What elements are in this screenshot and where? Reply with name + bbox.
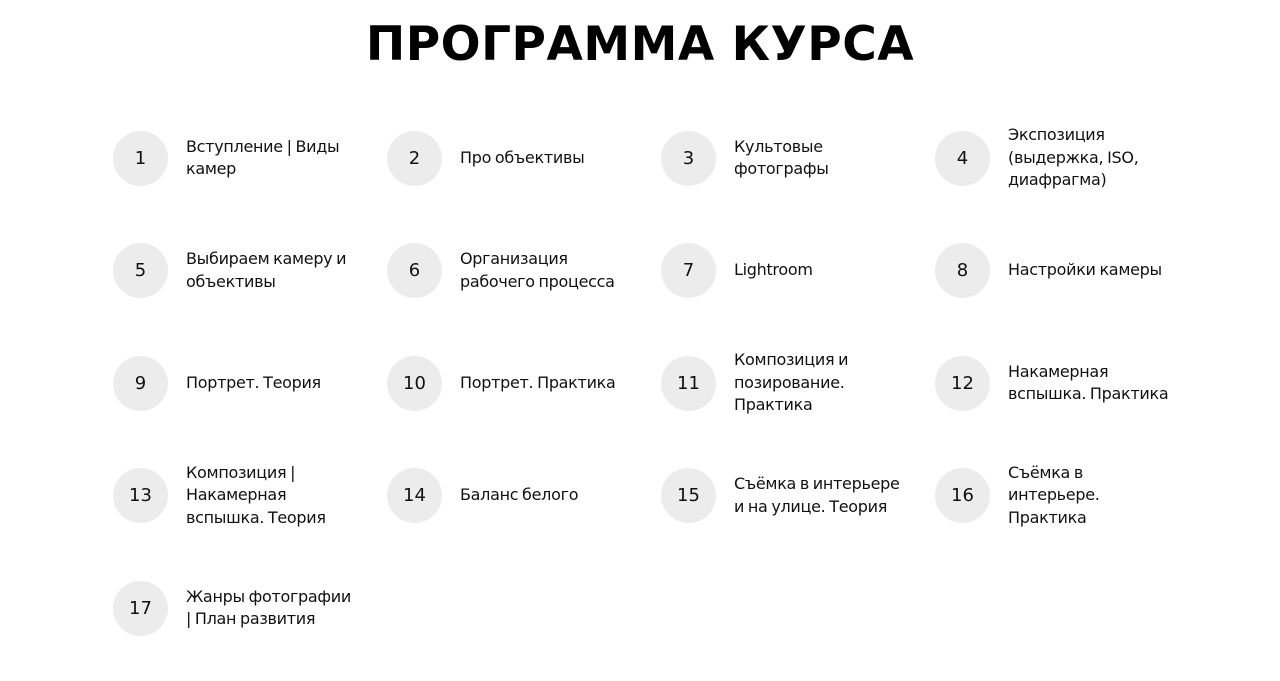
- item-title: Накамерная вспышка. Практика: [1008, 361, 1169, 403]
- program-item-3: [661, 118, 935, 198]
- item-number-badge: 10: [387, 356, 442, 411]
- item-title: Про объективы: [460, 147, 585, 167]
- item-number-badge: 9: [113, 356, 168, 411]
- program-item-7: [661, 231, 935, 311]
- item-number-badge: 16: [935, 468, 990, 523]
- item-number-badge: 14: [387, 468, 442, 523]
- item-number-badge: 6: [387, 243, 442, 298]
- item-title: Культовые фотографы: [734, 136, 829, 178]
- program-item-11: [661, 343, 935, 423]
- item-number-badge: 11: [661, 356, 716, 411]
- item-title: Портрет. Практика: [460, 372, 616, 392]
- program-item-14: [387, 456, 661, 536]
- item-number-badge: 15: [661, 468, 716, 523]
- item-title: Съёмка в интерьере и на улице. Теория: [734, 474, 900, 516]
- program-item-6: [387, 231, 661, 311]
- program-item-17: [113, 568, 387, 648]
- item-title: Настройки камеры: [1008, 260, 1162, 280]
- item-title: Портрет. Теория: [186, 372, 321, 392]
- item-title: Выбираем камеру и объективы: [186, 249, 347, 291]
- program-item-1: [113, 118, 387, 198]
- course-program-grid: [113, 118, 1213, 681]
- item-title: Lightroom: [734, 260, 813, 280]
- item-number-badge: 8: [935, 243, 990, 298]
- item-number-badge: 4: [935, 131, 990, 186]
- page-title: ПРОГРАММА КУРСА: [365, 17, 915, 72]
- program-item-10: [387, 343, 661, 423]
- item-number-badge: 3: [661, 131, 716, 186]
- program-item-9: [113, 343, 387, 423]
- item-title: Баланс белого: [460, 485, 579, 505]
- item-title: Жанры фотографии | План развития: [186, 586, 351, 628]
- program-item-4: [935, 118, 1209, 198]
- item-number-badge: 7: [661, 243, 716, 298]
- item-title: Съёмка в интерьере. Практика: [1008, 462, 1100, 527]
- item-title: Композиция | Накамерная вспышка. Теория: [186, 462, 326, 527]
- program-item-15: [661, 456, 935, 536]
- item-number-badge: 5: [113, 243, 168, 298]
- item-title: Экспозиция (выдержка, ISO, диафрагма): [1008, 125, 1139, 190]
- item-title: Организация рабочего процесса: [460, 249, 615, 291]
- item-number-badge: 17: [113, 581, 168, 636]
- item-number-badge: 2: [387, 131, 442, 186]
- item-number-badge: 13: [113, 468, 168, 523]
- program-item-13: [113, 456, 387, 536]
- item-title: Композиция и позирование. Практика: [734, 350, 849, 415]
- program-item-2: [387, 118, 661, 198]
- item-number-badge: 12: [935, 356, 990, 411]
- program-item-12: [935, 343, 1209, 423]
- program-item-8: [935, 231, 1209, 311]
- item-title: Вступление | Виды камер: [186, 136, 340, 178]
- item-number-badge: 1: [113, 131, 168, 186]
- program-item-5: [113, 231, 387, 311]
- program-item-16: [935, 456, 1209, 536]
